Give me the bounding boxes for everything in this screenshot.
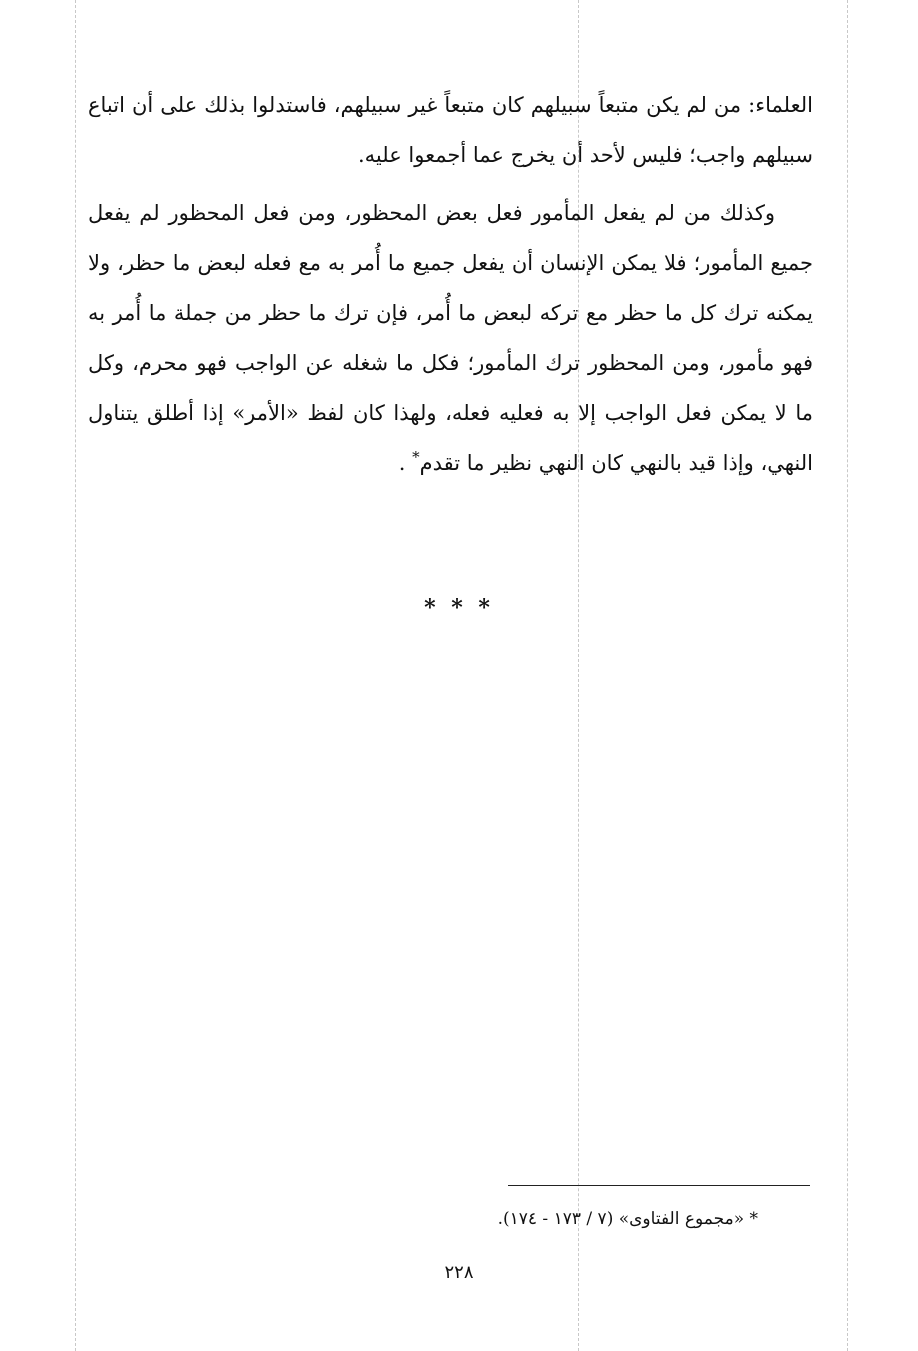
body-text <box>88 80 813 488</box>
paragraph-2 <box>88 188 813 488</box>
footnote: * «مجموع الفتاوى» (٧ / ١٧٣ - ١٧٤). <box>497 1209 758 1229</box>
paragraph-2-end: . <box>398 451 406 475</box>
paragraph-1: العلماء: من لم يكن متبعاً سبيلهم كان متبعاً غير سبيلهم، فاستدلوا بذلك على أن اتباع سبيلهم واجب؛ فليس لأحد أن يخرج عما أجمعوا عليه. <box>88 93 813 167</box>
page-number: ٢٢٨ <box>444 1262 474 1283</box>
paragraph-2-text: وكذلك من لم يفعل المأمور فعل بعض المحظور، ومن فعل المحظور لم يفعل جميع المأمور؛ فلا يمكن الإنسان أن يفعل جميع ما أُمر به مع فعله لبعض ما حظر، ولا يمكنه ترك كل ما حظر مع تركه لبعض ما أُمر، فإن ترك ما حظر من جملة ما أُمر به فهو مأمور، ومن المحظور ترك المأمور؛ فكل ما شغله عن الواجب فهو محرم، وكل ما لا يمكن فعل الواجب إلا به فعليه فعله، ولهذا كان لفظ «الأمر» إذا أطلق يتناول النهي، وإذا قيد بالنهي كان النهي نظير ما تقدم <box>88 201 813 475</box>
section-divider: * * * <box>424 595 494 621</box>
footnote-marker: * <box>412 448 420 466</box>
footnote-rule <box>508 1185 810 1186</box>
